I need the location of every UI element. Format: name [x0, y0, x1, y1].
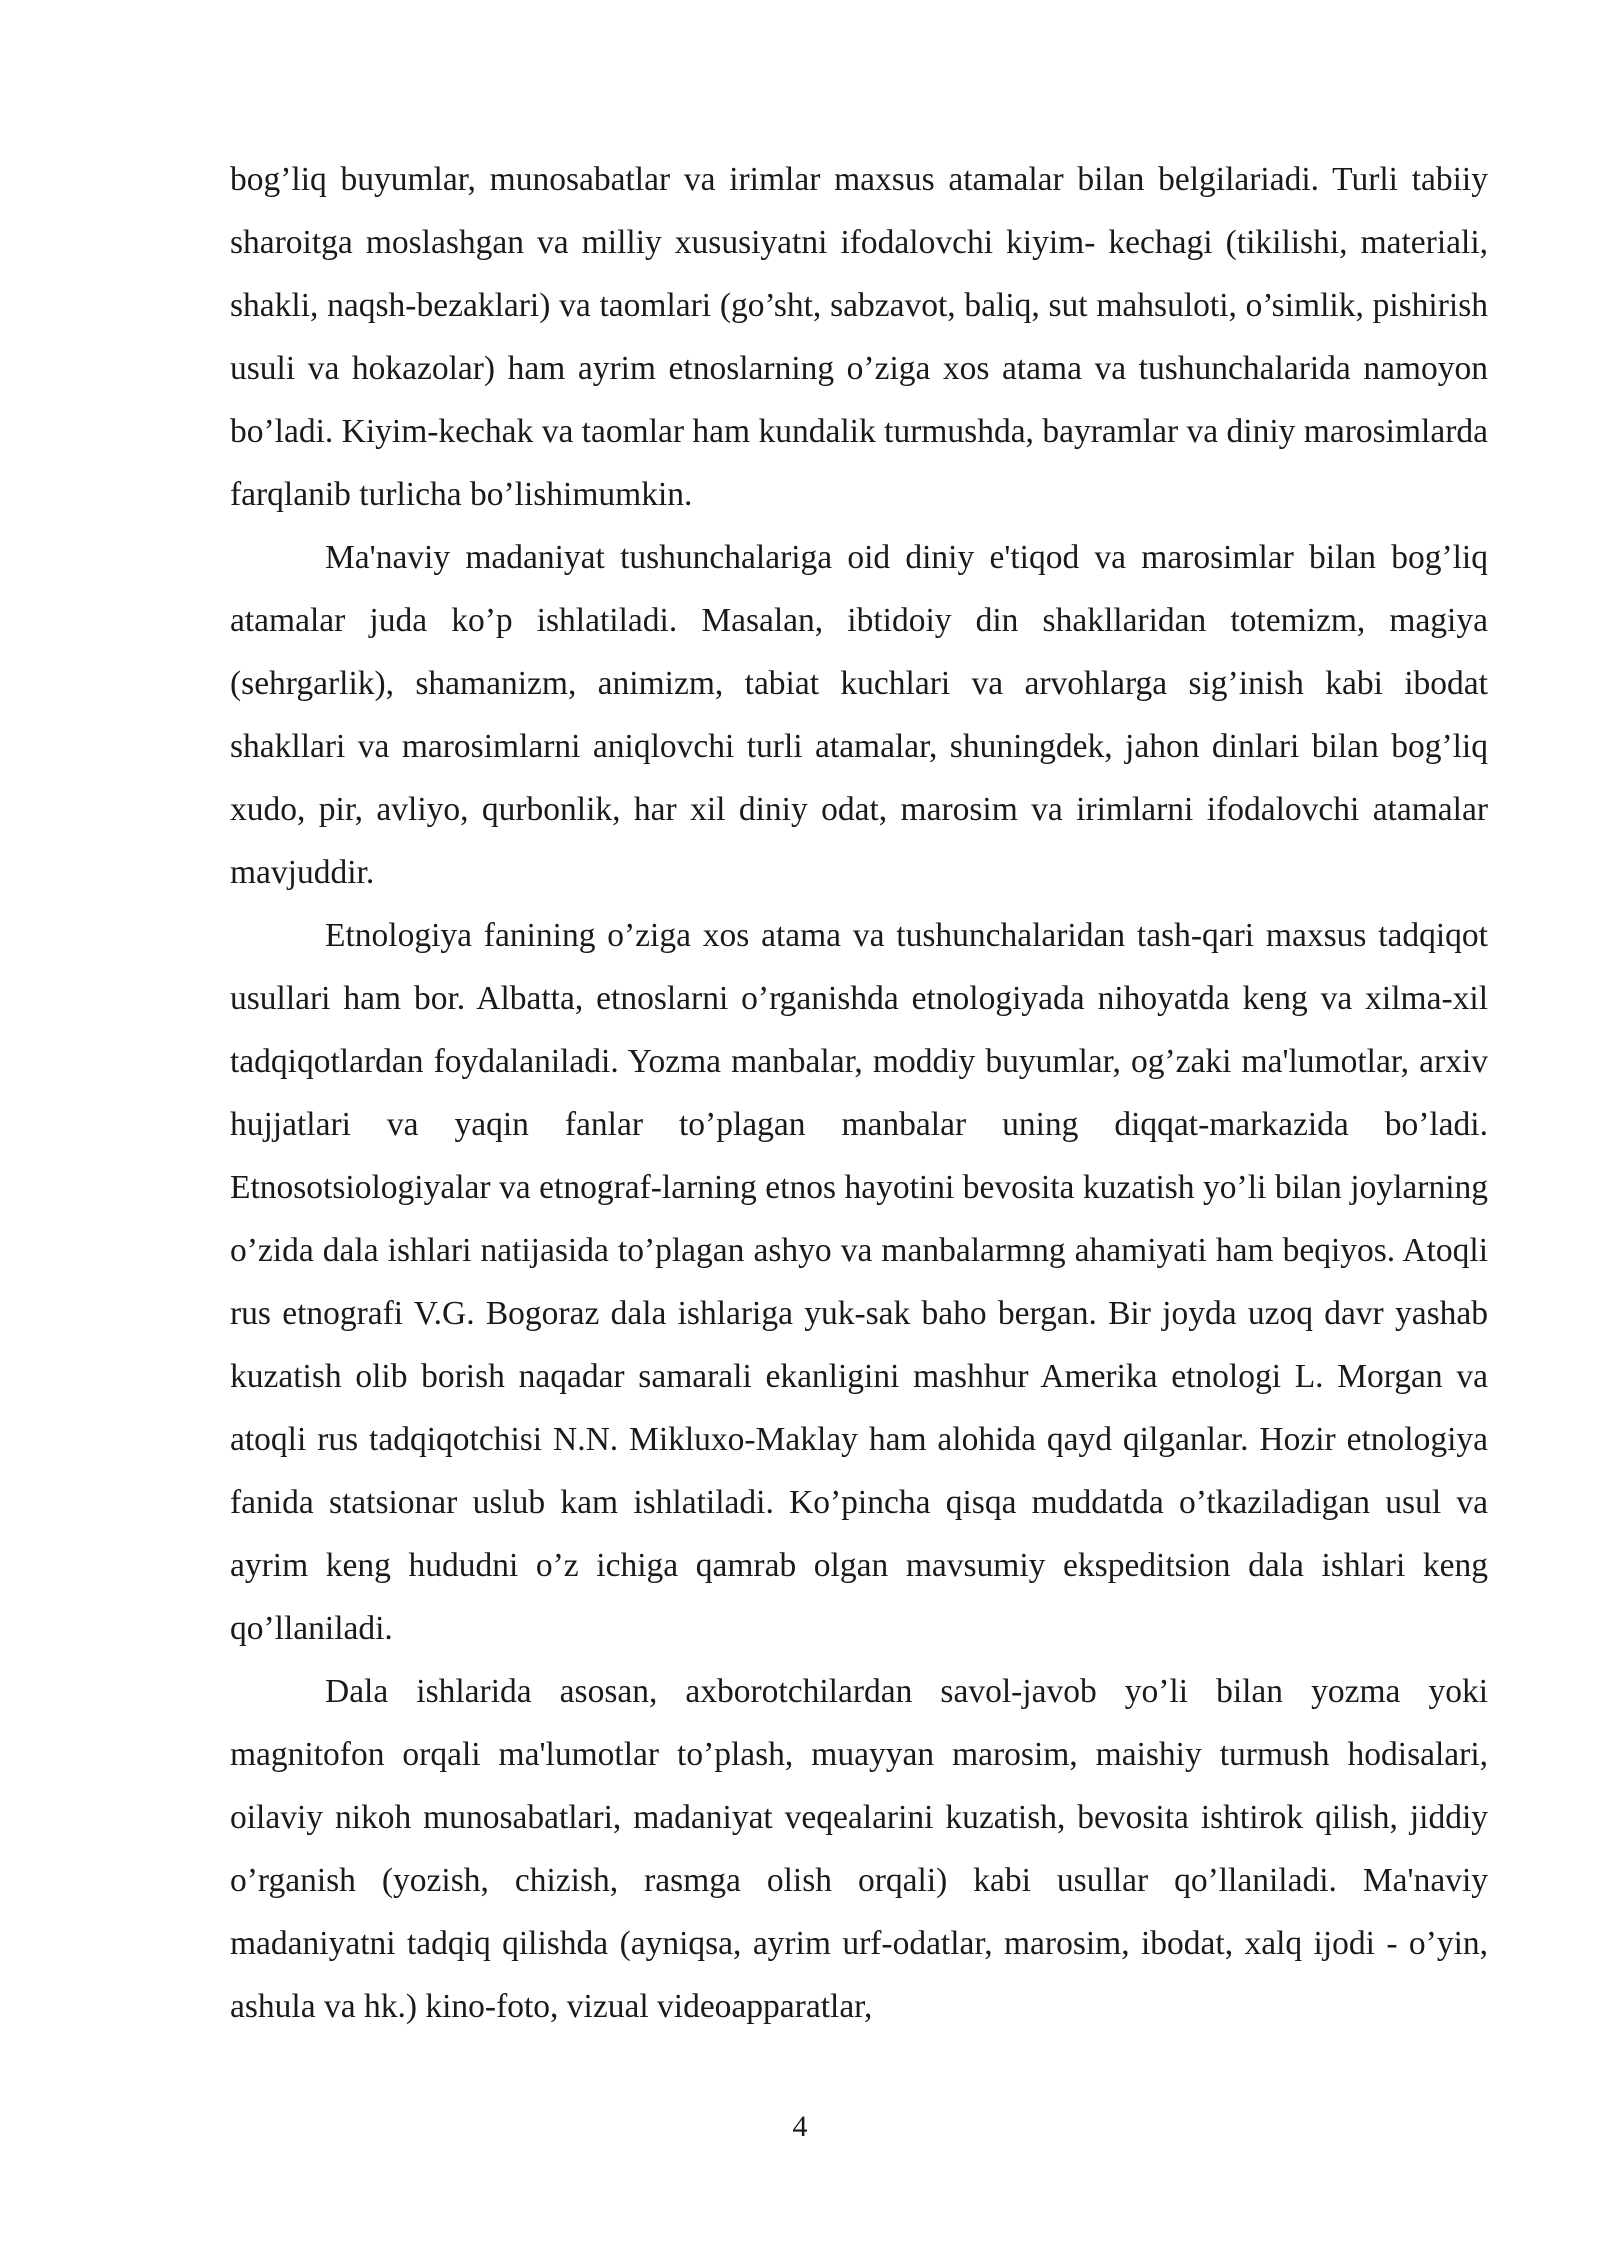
paragraph-spiritual-culture: Ma'naviy madaniyat tushunchalariga oid diniy e'tiqod va marosimlar bilan bog’liq atamalar juda ko’p ishlatiladi. Masalan, ibtidoiy din shakllaridan totemizm, magiya (sehrgarlik), shamanizm, animizm, tabiat kuchlari va arvohlarga sig’inish kabi ibodat shakllari va marosimlarni aniqlovchi turli atamalar, shuningdek, jahon dinlari bilan bog’liq xudo, pir, avliyo, qurbonlik, har xil diniy odat, marosim va irimlarni ifodalovchi atamalar mavjuddir. — [230, 539, 1488, 891]
paragraph-continued: bog’liq buyumlar, munosabatlar va irimlar maxsus atamalar bilan belgilariadi. Turli tabiiy sharoitga moslashgan va milliy xususiyatni ifodalovchi kiyim- kechagi (tikilishi, materiali, shakli, naqsh-bezaklari) va taomlari (go’sht, sabzavot, baliq, sut mahsuloti, o’simlik, pishirish usuli va hokazolar) ham ayrim etnoslarning o’ziga xos atama va tushunchalarida namoyon bo’ladi. Kiyim-kechak va taomlar ham kundalik turmushda, bayramlar va diniy marosimlarda farqlanib turlicha bo’lishimumkin. — [230, 161, 1488, 513]
paragraph-field-work: Dala ishlarida asosan, axborotchilardan savol-javob yo’li bilan yozma yoki magnitofon orqali ma'lumotlar to’plash, muayyan marosim, maishiy turmush hodisalari, oilaviy nikoh munosabatlari, madaniyat veqealarini kuzatish, bevosita ishtirok qilish, jiddiy o’rganish (yozish, chizish, rasmga olish orqali) kabi usullar qo’llaniladi. Ma'naviy madaniyatni tadqiq qilishda (ayniqsa, ayrim urf-odatlar, marosim, ibodat, xalq ijodi - o’yin, ashula va hk.) kino-foto, vizual videoapparatlar, — [230, 1673, 1488, 2025]
page-number: 4 — [792, 2110, 808, 2143]
document-page — [230, 148, 1488, 2038]
paragraph-research-methods: Etnologiya fanining o’ziga xos atama va tushunchalaridan tash-qari maxsus tadqiqot usullari ham bor. Albatta, etnoslarni o’rganishda etnologiyada nihoyatda keng va xilma-xil tadqiqotlardan foydalaniladi. Yozma manbalar, moddiy buyumlar, og’zaki ma'lumotlar, arxiv hujjatlari va yaqin fanlar to’plagan manbalar uning diqqat-markazida bo’ladi. Etnosotsiologiyalar va etnograf-larning etnos hayotini bevosita kuzatish yo’li bilan joylarning o’zida dala ishlari natijasida to’plagan ashyo va manbalarmng ahamiyati ham beqiyos. Atoqli rus etnografi V.G. Bogoraz dala ishlariga yuk-sak baho bergan. Bir joyda uzoq davr yashab kuzatish olib borish naqadar samarali ekanligini mashhur Amerika etnologi L. Morgan va atoqli rus tadqiqotchisi N.N. Mikluxo-Maklay ham alohida qayd qilganlar. Hozir etnologiya fanida statsionar uslub kam ishlatiladi. Ko’pincha qisqa muddatda o’tkaziladigan usul va ayrim keng hududni o’z ichiga qamrab olgan mavsumiy ekspeditsion dala ishlari keng qo’llaniladi. — [230, 917, 1488, 1647]
